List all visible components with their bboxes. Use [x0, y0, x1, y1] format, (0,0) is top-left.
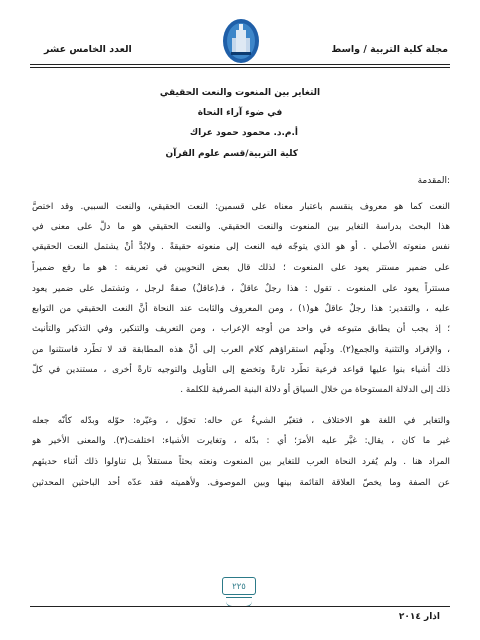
header-rule-thin: [30, 67, 450, 68]
issue-number: العدد الخامس عشر: [44, 44, 132, 55]
body-line: عن الصفة وما يخصّ العلاقة القائمة بينها وبين الموصوف. ولأهميته فقد عدّه أحد الباحثين المحدثين: [32, 478, 450, 488]
body-line: هذا البحث بدراسة التغاير بين المنعوت والنعت الحقيقي. والنعت الحقيقي هو ما دلَّ على معنى في: [32, 222, 450, 232]
body-line: ؛ إذ يجب أن يطابق متبوعه في واحد من أوجه الإعراب ، ومن التعريف والتنكير، وفي التذكير والتأنيث: [32, 324, 450, 334]
author-name: أ.م.د. محمود حمود عراك: [189, 128, 298, 138]
journal-name: مجلة كلية التربية / واسط: [331, 44, 448, 55]
header-rule: [30, 64, 450, 65]
body-line: مستتراً يعود على المنعوت . تقول : هذا رجلٌ عاقلٌ ، فـ(عاقلٌ) صفةٌ لرجل ، وتشتمل على ضمير يعود: [32, 284, 450, 294]
body-line: النعت كما هو معروف ينقسم باعتبار معناه على قسمين: النعت الحقيقي، والنعت السببي. وقد اختصَّ: [32, 202, 450, 212]
body-line: ذلك إلى الدلالة المستوحاة من خلال السياق أو دلالة البنية الصرفية للكلمة .: [180, 385, 450, 395]
article-subtitle: في ضوء آراء النحاة: [197, 108, 283, 118]
footer-rule: [30, 606, 450, 607]
university-seal-icon: [222, 18, 260, 64]
body-line: ذلك أشياء بنوا عليها قواعد فرعية تطّرد تارةً وتخضع إلى التأويل والتوجيه تارةً أخرى ، مستندين في كلّ: [32, 365, 450, 375]
section-heading: المقدمة:: [417, 176, 450, 186]
issue-date: اذار ٢٠١٤: [398, 612, 440, 622]
body-line: نفس منعوته الأصلي . أو هو الذي يتوجّه فيه النعت إلى منعوته حقيقةً . ولابُدَّ أنْ يشتمل النعت الحقيقي: [32, 242, 450, 252]
body-line: غير ما كان ، يقال: غيَّر عليه الأمرَ؛ أي : بدّله ، وتغايرت الأشياء: اختلفت(٣). والمعنى الأخير هو: [32, 436, 450, 446]
body-line: ، والإفراد والتثنية والجمع(٢). ودلّهم استقراؤهم كلام العرب إلى أنَّ هذه المطابقة قد لا تطّرد فاستثنوا من: [32, 345, 450, 355]
article-title: التغاير بين المنعوت والنعت الحقيقي: [159, 88, 321, 98]
author-affiliation: كلية التربية/قسم علوم القرآن: [165, 149, 298, 159]
body-line: عليه ، والتقدير: هذا رجلٌ عاقلٌ هو(١) ، ومن المعروف والثابت عند النحاة أنَّ النعت الحقيقي من التوابع: [32, 304, 450, 314]
page-number: ٢٢٥: [222, 577, 256, 595]
body-line: والتغاير في اللغة هو الاختلاف ، فتغيّر الشيءُ عن حاله: تحوّل ، وغيّره: حوّله وبدّله كأنّه جعله: [32, 416, 450, 426]
body-line: المراد هنا . ولم يُفرد النحاة العرب للتغاير بين المنعوت ونعته بحثاً مستقلاً بل تناولوا ذلك أثناء حديثهم: [32, 457, 450, 467]
body-line: على ضمير مستتر يعود على المنعوت ؛ لذلك قال بعض النحويين في تعريفه : هو ما رفع ضميراً: [32, 263, 450, 273]
